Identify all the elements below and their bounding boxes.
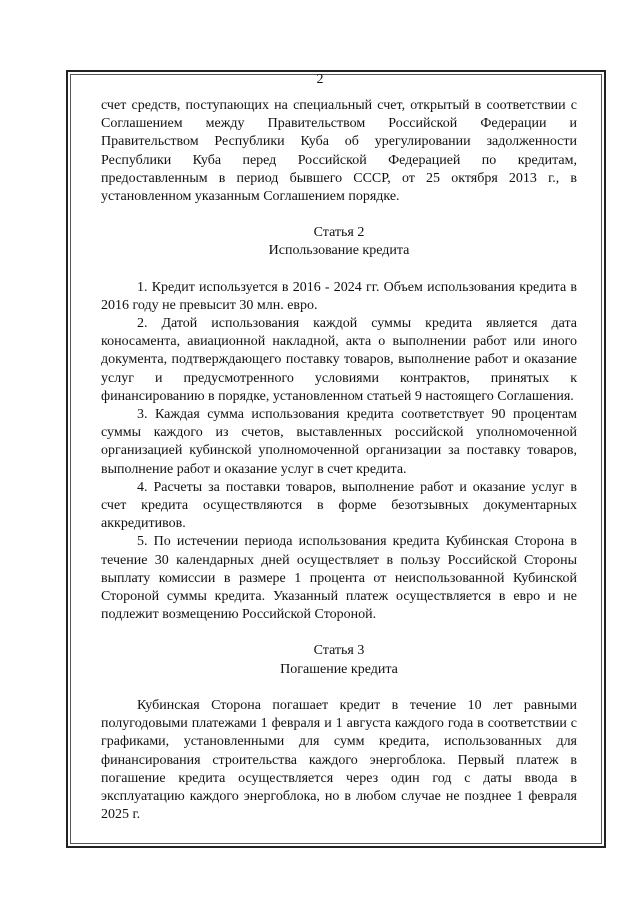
article-3-subtitle: Погашение кредита (280, 661, 398, 677)
article-2-item-5: 5. По истечении периода использования кредита Кубинская Сторона в течение 30 календарных дней осуществляет в пользу Российской Стороны выплату комиссии в размере 1 процента от неиспользованной Кубинской Стороной суммы кредита. Указанный платеж осуществляется в евро и не подлежит возмещению Российской Стороной. (101, 534, 577, 623)
article-3-title: Статья 3 (313, 643, 365, 659)
article-2-item-1: 1. Кредит используется в 2016 - 2024 гг. Объем использования кредита в 2016 году не превысит 30 млн. евро. (101, 279, 577, 313)
article-2-item-4: 4. Расчеты за поставки товаров, выполнение работ и оказание услуг в счет кредита осуществляются в форме безотзывных документарных аккредитивов. (101, 479, 577, 532)
document-body (101, 97, 577, 824)
intro-paragraph: счет средств, поступающих на специальный счет, открытый в соответствии с Соглашением между Правительством Российской Федерации и Правительством Республики Куба об урегулировании задолженности Республики Куба перед Российской Федерацией по кредитам, предоставленным в период бывшего СССР, от 25 октября 2013 г., в установленном указанным Соглашением порядке. (101, 98, 577, 205)
article-2-item-2: 2. Датой использования каждой суммы кредита является дата коносамента, авиационной накладной, акта о выполнении работ или иного документа, подтверждающего поставку товаров, выполнение работ и оказание услуг и предусмотренного условиями контрактов, принятых к финансированию в порядке, установленном статьей 9 настоящего Соглашения. (101, 316, 577, 404)
article-2-subtitle: Использование кредита (268, 243, 410, 259)
article-2-title: Статья 2 (313, 225, 365, 241)
article-3-paragraph: Кубинская Сторона погашает кредит в течение 10 лет равными полугодовыми платежами 1 февраля и 1 августа каждого года в соответствии с графиками, установленными для сумм кредита, использованных для финансирования строительства каждого энергоблока. Первый платеж в погашение кредита осуществляется через один год с даты ввода в эксплуатацию каждого энергоблока, но в любом случае не позднее 1 февраля 2025 г. (101, 697, 577, 823)
article-2-item-3: 3. Каждая сумма использования кредита соответствует 90 процентам суммы каждого из счетов, выставленных российской уполномоченной организацией кубинской уполномоченной организации за поставку товаров, выполнение работ и оказание услуг в счет кредита. (101, 407, 577, 477)
page-number: 2 (316, 72, 324, 87)
